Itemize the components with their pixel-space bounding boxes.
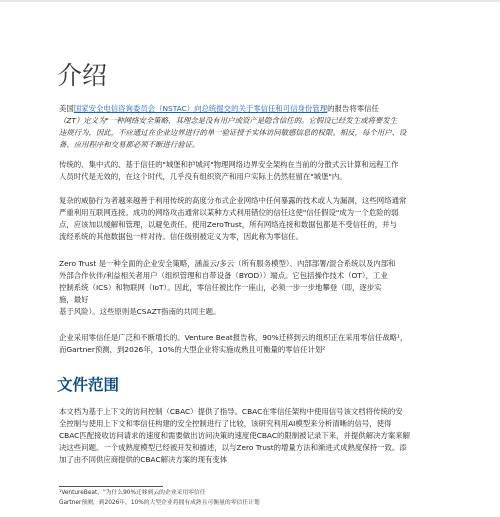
text-line: 施，最好 xyxy=(59,295,89,304)
text-line: 违规行为，因此，不应通过在企业边界进行的单一验证授予实体访问敏感信息的权限。相反，每个用户、设 xyxy=(59,128,407,137)
text-line: 基于风险）。这些原则是CSAZT指南的共同主题。 xyxy=(59,307,221,316)
text-line: 全控制与使用上下文和零信任构建的安全控制进行了比较，该研究利用AI模型来分析清晰的信号，使得 xyxy=(59,419,392,428)
section-heading-intro: 介绍 xyxy=(57,61,108,90)
paragraph-adoption-stats xyxy=(59,332,447,356)
paragraph-zero-trust-strategy xyxy=(59,258,447,318)
text-line: （ZT）定义为"一种网络安全策略，其理念是没有用户或资产是隐含信任的。它假设已经发生或将要发生 xyxy=(59,116,398,125)
text-line: 人员时代是无效的，在这个时代，几乎没有组织资产和用户实际上仍然驻留在"城堡"内。 xyxy=(59,172,347,181)
nstac-report-link[interactable]: 国家安全电信咨询委员会（NSTAC）向总统提交的关于零信任和可信身份管理 xyxy=(73,104,328,113)
section-heading-scope: 文件范围 xyxy=(57,376,120,394)
text-line: 严重利用互联网连接。成功的网络攻击通常以某种方式利用错位的信任这使"信任假设"成为一个危险的弱 xyxy=(59,208,399,217)
text-line: 流经系统的其他数据包一样对待。信任级别被定义为零，因此称为零信任。 xyxy=(59,232,303,241)
top-divider xyxy=(0,0,500,2)
footnote-2: Gartner预测，到2026年，10%的大型企业将拥有成熟且可衡量的零信任计划 xyxy=(59,499,260,506)
text-line: 企业采用零信任是广泛和不断增长的。Venture Beat报告称，90%迁移到云的组织正在采用零信任战略¹， xyxy=(59,333,408,342)
footnotes xyxy=(59,489,359,508)
text-line: 复杂的威胁行为者越来越善于利用传统的高度分布式企业网络中任何暴露的技术或人为漏洞，这些网络通常 xyxy=(59,196,407,205)
text-line: 本文档为基于上下文的访问控制（CBAC）提供了指导。CBAC在零信任架构中使用信号该文档将传统的安 xyxy=(59,407,403,416)
text-line: 而Gartner预测，到2026年，10%的大型企业将实施成熟且可衡量的零信任计划² xyxy=(59,345,326,354)
paragraph-castle-moat xyxy=(59,159,447,183)
text-line: 外部合作伙伴/利益相关者用户（组织管理和自带设备（BYOD））端点。它包括操作技术（OT），工业 xyxy=(59,271,388,280)
text-line: 加了由不同供应商提供的CBAC解决方案的现有变体 xyxy=(59,455,228,464)
text-mid: 的报告将零信任 xyxy=(327,104,379,113)
text-line: 备、应用程序和交易都必须不断进行验证。 xyxy=(59,140,200,149)
text-line: 点，应该加以缓解和管理，以避免责任。使用ZeroTrust，所有网络连接和数据包都是不受信任的，并与 xyxy=(59,220,397,229)
text-line: 决这些问题。一个成熟度模型已经被开发和描述，以与Zero Trust的增量方法和渐进式成熟度保持一致。添 xyxy=(59,443,407,452)
text-line: 传统的、集中式的、基于信任的"城堡和护城河"物理网络边界安全架构在当前的分散式云计算和远程工作 xyxy=(59,160,399,169)
text-line: Zero Trust 是一种全面的企业安全策略，涵盖云/多云（所有服务模型）、内部部署/混合系统以及内部和 xyxy=(59,259,396,268)
text-line: 控制系统（ICS）和物联网（IoT）。因此，零信任被比作一座山，必须一步一步地攀登（即，逐步实 xyxy=(59,283,382,292)
paragraph-threat-actors xyxy=(59,195,447,243)
text-line: CBAC匹配接收访问请求的速度和需要做出访问决策的速度使CBAC的限制被记录下来，并提供解决方案来解 xyxy=(59,431,411,440)
footnote-1: ¹VentureBeat，"为什么90%迁移到云的企业采用零信任 xyxy=(59,490,206,496)
footnote-divider xyxy=(59,486,163,487)
paragraph-nstac-definition xyxy=(59,103,447,151)
text-prefix: 美国 xyxy=(59,104,74,113)
paragraph-cbac-scope xyxy=(59,406,447,466)
